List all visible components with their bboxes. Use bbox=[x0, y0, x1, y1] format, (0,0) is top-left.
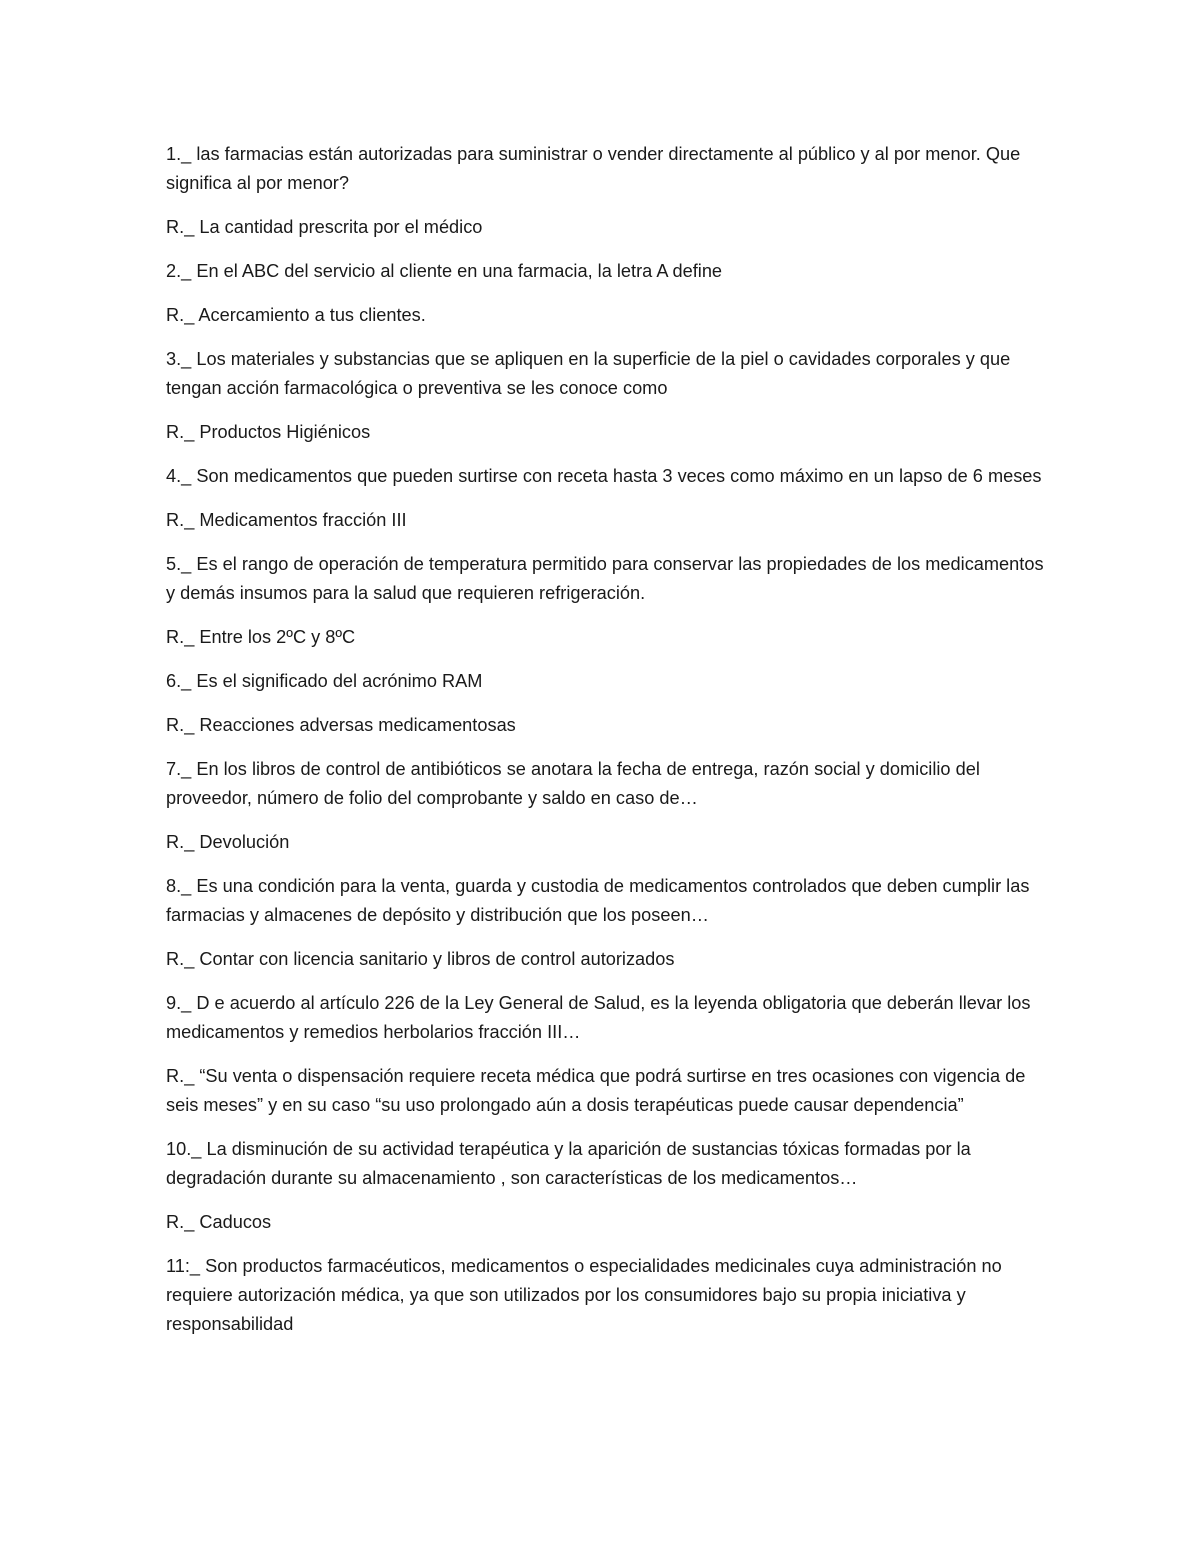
answer-7: R._ Devolución bbox=[166, 832, 290, 852]
question-10: 10._ La disminución de su actividad terapéutica y la aparición de sustancias tóxicas formadas por la degradación durante su almacenamiento , son características de los medicamentos… bbox=[166, 1139, 971, 1188]
answer-6: R._ Reacciones adversas medicamentosas bbox=[166, 715, 516, 735]
answer-3: R._ Productos Higiénicos bbox=[166, 422, 371, 442]
question-2: 2._ En el ABC del servicio al cliente en una farmacia, la letra A define bbox=[166, 261, 723, 281]
answer-5: R._ Entre los 2ºC y 8ºC bbox=[166, 627, 356, 647]
question-5: 5._ Es el rango de operación de temperatura permitido para conservar las propiedades de los medicamentos y demás insumos para la salud que requieren refrigeración. bbox=[166, 554, 1044, 603]
question-11: 11:_ Son productos farmacéuticos, medicamentos o especialidades medicinales cuya administración no requiere autorización médica, ya que son utilizados por los consumidores bajo su propia iniciativa y responsabilidad bbox=[166, 1256, 1002, 1334]
question-4: 4._ Son medicamentos que pueden surtirse con receta hasta 3 veces como máximo en un lapso de 6 meses bbox=[166, 466, 1042, 486]
question-3: 3._ Los materiales y substancias que se apliquen en la superficie de la piel o cavidades corporales y que tengan acción farmacológica o preventiva se les conoce como bbox=[166, 349, 1011, 398]
answer-4: R._ Medicamentos fracción III bbox=[166, 510, 407, 530]
answer-9: R._ “Su venta o dispensación requiere receta médica que podrá surtirse en tres ocasiones con vigencia de seis meses” y en su caso “su uso prolongado aún a dosis terapéuticas puede causar dependencia” bbox=[166, 1066, 1026, 1115]
question-6: 6._ Es el significado del acrónimo RAM bbox=[166, 671, 483, 691]
answer-2: R._ Acercamiento a tus clientes. bbox=[166, 305, 426, 325]
answer-10: R._ Caducos bbox=[166, 1212, 272, 1232]
document-body bbox=[166, 140, 1046, 1354]
answer-1: R._ La cantidad prescrita por el médico bbox=[166, 217, 483, 237]
question-1: 1._ las farmacias están autorizadas para suministrar o vender directamente al público y al por menor. Que significa al por menor? bbox=[166, 144, 1021, 193]
question-7: 7._ En los libros de control de antibióticos se anotara la fecha de entrega, razón social y domicilio del proveedor, número de folio del comprobante y saldo en caso de… bbox=[166, 759, 980, 808]
question-9: 9._ D e acuerdo al artículo 226 de la Ley General de Salud, es la leyenda obligatoria que deberán llevar los medicamentos y remedios herbolarios fracción III… bbox=[166, 993, 1031, 1042]
question-8: 8._ Es una condición para la venta, guarda y custodia de medicamentos controlados que deben cumplir las farmacias y almacenes de depósito y distribución que los poseen… bbox=[166, 876, 1030, 925]
answer-8: R._ Contar con licencia sanitario y libros de control autorizados bbox=[166, 949, 675, 969]
